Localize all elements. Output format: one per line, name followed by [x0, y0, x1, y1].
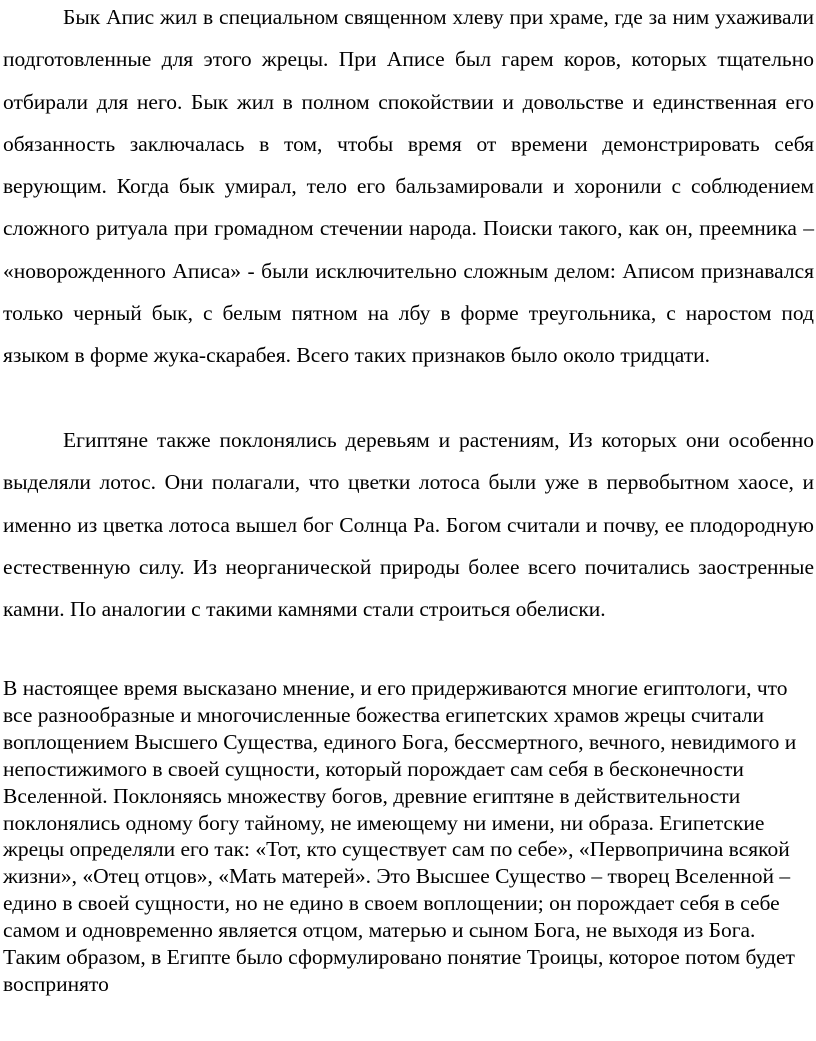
paragraph-supreme-being: В настоящее время высказано мнение, и его придерживаются многие египтологи, что все разнообразные и многочисленные божества египетских храмов жрецы считали воплощением Высшего Существа, единого Бога, бессмертного, вечного, невидимого и непостижимого в своей сущности, который порождает сам себя в бесконечности Вселенной. Поклоняясь множеству богов, древние египтяне в действительности поклонялись одному богу тайному, не имеющему ни имени, ни образа. Египетские жрецы определяли его так: «Тот, кто существует сам по себе», «Первопричина всякой жизни», «Отец отцов», «Мать матерей». Это Высшее Существо – творец Вселенной – едино в своей сущности, но не едино в своем воплощении; он порождает себя в себе самом и одновременно является отцом, матерью и сыном Бога, не выходя из Бога. Таким образом, в Египте было сформулировано понятие Троицы, которое потом будет воспринято: [3, 676, 797, 996]
paragraph-apis-bull: Бык Апис жил в специальном священном хлеву при храме, где за ним ухаживали подготовленные для этого жрецы. При Аписе был гарем коров, которых тщательно отбирали для него. Бык жил в полном спокойствии и довольстве и единственная его обязанность заключалась в том, чтобы время от времени демонстрировать себя верующим. Когда бык умирал, тело его бальзамировали и хоронили с соблюдением сложного ритуала при громадном стечении народа. Поиски такого, как он, преемника – «новорожденного Аписа» - были исключительно сложным делом: Аписом признавался только черный бык, с белым пятном на лбу в форме треугольника, с наростом под языком в форме жука-скарабея. Всего таких признаков было около тридцати.: [3, 5, 814, 368]
paragraph-plants-worship: Египтяне также поклонялись деревьям и растениям, Из которых они особенно выделяли лотос. Они полагали, что цветки лотоса были уже в первобытном хаосе, и именно из цветка лотоса вышел бог Солнца Ра. Богом считали и почву, ее плодородную естественную силу. Из неорганической природы более всего почитались заостренные камни. По аналогии с такими камнями стали строиться обелиски.: [3, 428, 814, 622]
